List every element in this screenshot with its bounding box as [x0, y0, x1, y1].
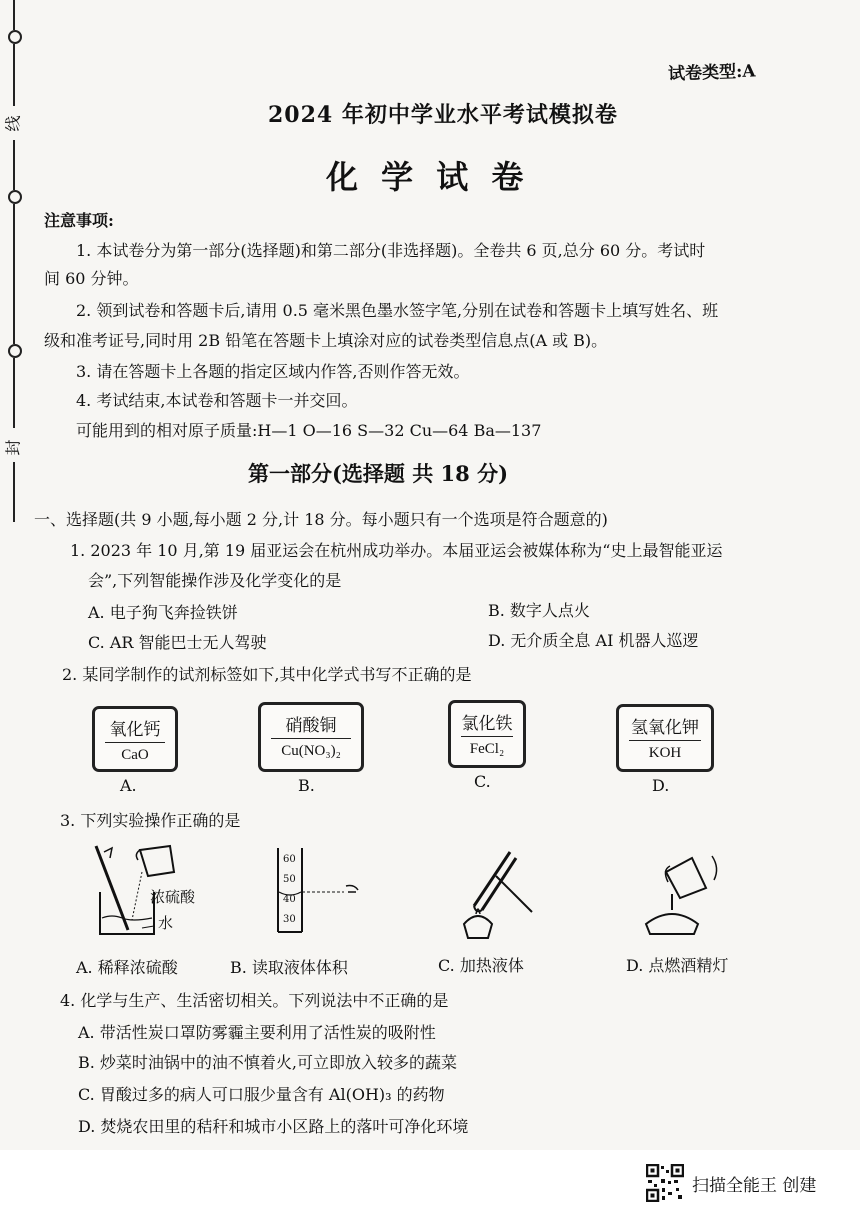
- reagent-name: 氧化钙: [105, 715, 165, 743]
- q3-stem: 3. 下列实验操作正确的是: [60, 811, 241, 830]
- section1-heading: 一、选择题(共 9 小题,每小题 2 分,计 18 分。每小题只有一个选项是符合题意的): [34, 510, 608, 529]
- q1-stem-line1: 1. 2023 年 10 月,第 19 届亚运会在杭州成功举办。本届亚运会被媒体称为“史上最智能亚运: [70, 541, 723, 560]
- fig-a-label-acid: 浓硫酸: [150, 888, 196, 906]
- binding-char-bottom: 封: [3, 439, 23, 456]
- notice-item-2-line2: 级和准考证号,同时用 2B 铅笔在答题卡上填涂对应的试卷类型信息点(A 或 B)。: [44, 331, 608, 350]
- q2-option-b: B.: [298, 776, 315, 795]
- q1-option-c: C. AR 智能巴士无人驾驶: [88, 633, 267, 652]
- q4-option-d: D. 焚烧农田里的秸秆和城市小区路上的落叶可净化环境: [78, 1117, 469, 1136]
- q2-option-d: D.: [652, 776, 670, 795]
- atomic-masses: 可能用到的相对原子质量:H—1 O—16 S—32 Cu—64 Ba—137: [76, 421, 542, 440]
- q4-option-b: B. 炒菜时油锅中的油不慎着火,可立即放入较多的蔬菜: [78, 1053, 458, 1072]
- binding-line-segment: [13, 140, 15, 190]
- q1-option-b: B. 数字人点火: [488, 601, 590, 620]
- reagent-name: 硝酸铜: [271, 711, 351, 739]
- binding-char-top: 线: [3, 115, 23, 132]
- binding-line-segment: [13, 204, 15, 344]
- q4-option-a: A. 带活性炭口罩防雾霾主要利用了活性炭的吸附性: [78, 1023, 436, 1042]
- notice-item-1-line2: 间 60 分钟。: [44, 269, 139, 288]
- fig-a-label-water: 水: [158, 914, 174, 932]
- q1-option-d: D. 无介质全息 AI 机器人巡逻: [488, 631, 699, 650]
- fig-light-lamp: [636, 848, 736, 938]
- subject-title: 化 学 试 卷: [326, 158, 530, 196]
- q1-stem-line2: 会”,下列智能操作涉及化学变化的是: [88, 571, 342, 590]
- q4-stem: 4. 化学与生产、生活密切相关。下列说法中不正确的是: [60, 991, 449, 1010]
- reagent-formula: FeCl₂: [469, 741, 505, 757]
- q1-option-a: A. 电子狗飞奔捡铁饼: [88, 603, 238, 622]
- exam-title: 2024 年初中学业水平考试模拟卷: [268, 102, 618, 128]
- q3-option-b: B. 读取液体体积: [230, 958, 348, 977]
- reagent-formula: CaO: [121, 747, 149, 763]
- binding-line-segment: [13, 358, 15, 428]
- fig-b-tick: 40: [283, 894, 296, 905]
- reagent-name: 氢氧化钾: [629, 713, 701, 741]
- reagent-label-c: [448, 700, 526, 768]
- notice-item-1-line1: 1. 本试卷分为第一部分(选择题)和第二部分(非选择题)。全卷共 6 页,总分 60 分。考试时: [76, 241, 706, 260]
- binding-circle: [8, 190, 22, 204]
- exam-type: 试卷类型:A: [667, 61, 756, 85]
- fig-b-tick: 30: [283, 914, 296, 925]
- notice-item-2-line1: 2. 领到试卷和答题卡后,请用 0.5 毫米黑色墨水签字笔,分别在试卷和答题卡上填写姓名、班: [76, 301, 719, 320]
- qr-code-icon: [646, 1164, 684, 1202]
- notice-item-3: 3. 请在答题卡上各题的指定区域内作答,否则作答无效。: [76, 362, 470, 381]
- reagent-formula: KOH: [648, 745, 682, 761]
- q3-option-d: D. 点燃酒精灯: [626, 956, 729, 975]
- scanner-footer: [0, 1150, 860, 1217]
- watermark-text: 扫描全能王 创建: [692, 1176, 817, 1196]
- q2-option-c: C.: [474, 772, 491, 791]
- q4-option-c: C. 胃酸过多的病人可口服少量含有 Al(OH)₃ 的药物: [78, 1085, 445, 1104]
- reagent-formula: Cu(NO₃)₂: [281, 743, 341, 759]
- q3-option-a: A. 稀释浓硫酸: [76, 958, 178, 977]
- binding-circle: [8, 344, 22, 358]
- q2-option-a: A.: [120, 776, 137, 795]
- notice-item-4: 4. 考试结束,本试卷和答题卡一并交回。: [76, 391, 358, 410]
- fig-heat-liquid: [452, 842, 542, 942]
- reagent-label-b: [258, 702, 364, 772]
- fig-b-tick: 60: [283, 854, 296, 865]
- fig-b-tick: 50: [283, 874, 296, 885]
- reagent-name: 氯化铁: [461, 709, 513, 737]
- reagent-label-d: [616, 704, 714, 772]
- binding-line-segment: [13, 44, 15, 106]
- binding-line-segment: [13, 462, 15, 522]
- part1-title: 第一部分(选择题 共 18 分): [248, 461, 509, 486]
- q2-stem: 2. 某同学制作的试剂标签如下,其中化学式书写不正确的是: [62, 665, 472, 684]
- q3-option-c: C. 加热液体: [438, 956, 524, 975]
- binding-circle: [8, 30, 22, 44]
- binding-line-segment: [13, 0, 15, 30]
- reagent-label-a: [92, 706, 178, 772]
- notice-heading: 注意事项:: [44, 211, 114, 230]
